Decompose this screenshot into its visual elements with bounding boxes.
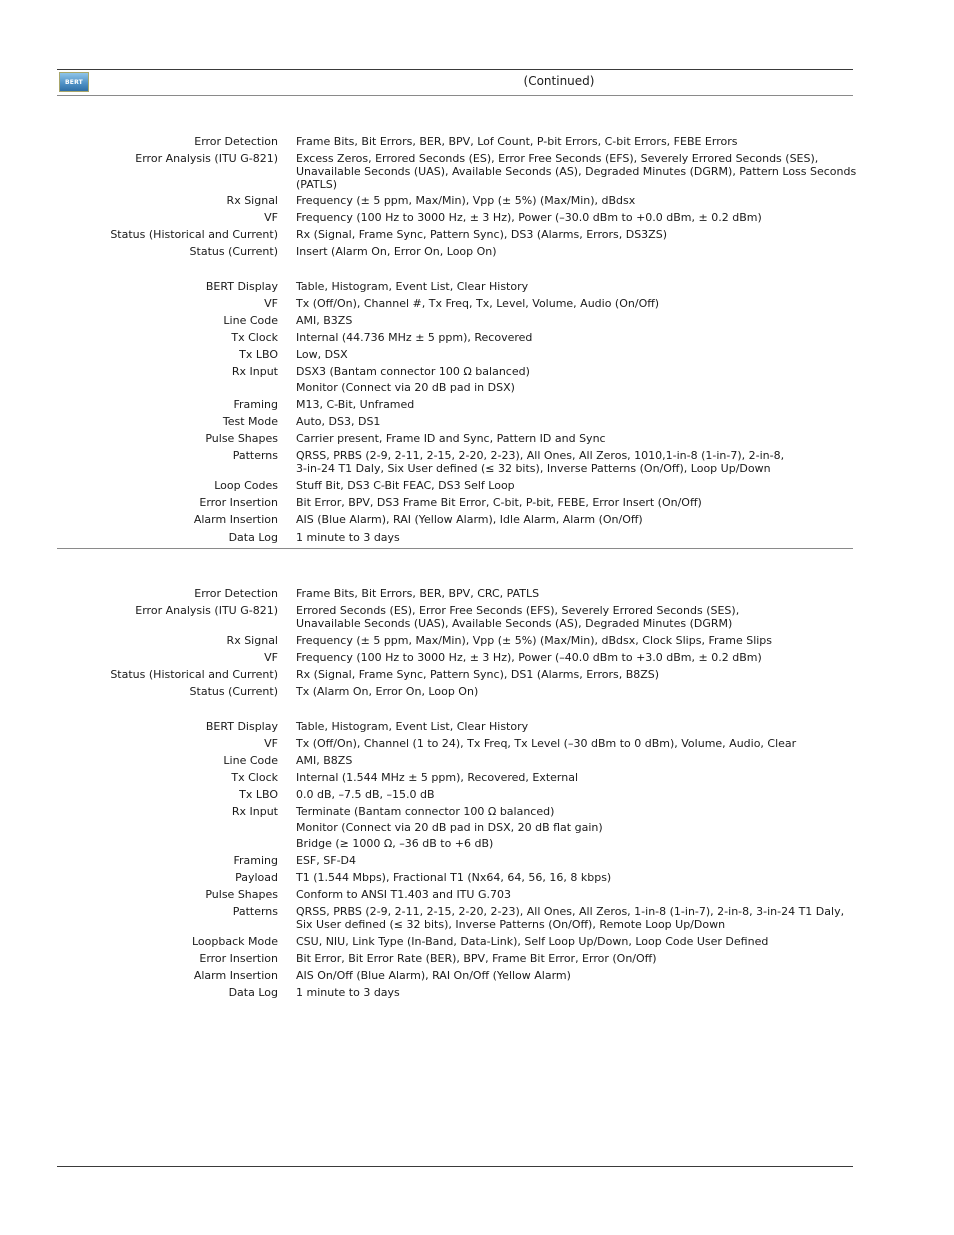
spec-value-line: 1 minute to 3 days (296, 531, 400, 544)
spec-label: Rx Input (231, 805, 278, 818)
spec-label: Status (Historical and Current) (110, 668, 278, 681)
spec-value (296, 821, 846, 834)
spec-value (296, 668, 846, 681)
spec-value (296, 365, 846, 378)
spec-value-line: Excess Zeros, Errored Seconds (ES), Error Free Seconds (EFS), Severely Errored Seconds (SES), (296, 152, 819, 165)
spec-value-line: CSU, NIU, Link Type (In-Band, Data-Link), Self Loop Up/Down, Loop Code User Defined (296, 935, 769, 948)
spec-value-line: Monitor (Connect via 20 dB pad in DSX, 20 dB flat gain) (296, 821, 603, 834)
spec-value (296, 788, 846, 801)
spec-value (296, 348, 846, 361)
spec-value (296, 245, 846, 258)
spec-value (296, 651, 846, 664)
spec-value (296, 398, 846, 411)
spec-value-line: Terminate (Bantam connector 100 Ω balanced) (296, 805, 555, 818)
spec-value-line: Frequency (100 Hz to 3000 Hz, ± 3 Hz), Power (–40.0 dBm to +3.0 dBm, ± 0.2 dBm) (296, 651, 762, 664)
spec-value-line: Internal (1.544 MHz ± 5 ppm), Recovered, External (296, 771, 579, 784)
spec-value (296, 837, 846, 850)
spec-value (296, 449, 846, 475)
section-divider (57, 548, 853, 549)
spec-value (296, 194, 846, 207)
spec-label: Alarm Insertion (193, 969, 278, 982)
spec-value-line: DSX3 (Bantam connector 100 Ω balanced) (296, 365, 530, 378)
spec-label: Data Log (228, 531, 278, 544)
spec-value-line: AIS (Blue Alarm), RAI (Yellow Alarm), Idle Alarm, Alarm (On/Off) (296, 513, 643, 526)
spec-value (296, 314, 846, 327)
spec-label: Test Mode (222, 415, 278, 428)
spec-value-line: T1 (1.544 Mbps), Fractional T1 (Nx64, 64, 56, 16, 8 kbps) (296, 871, 612, 884)
spec-value (296, 228, 846, 241)
spec-value (296, 969, 846, 982)
spec-value (296, 754, 846, 767)
spec-value (296, 805, 846, 818)
spec-value (296, 986, 846, 999)
spec-value-line: Unavailable Seconds (UAS), Available Seconds (AS), Degraded Minutes (DGRM), Pattern Loss Seconds (296, 165, 857, 178)
spec-label: VF (264, 211, 278, 224)
spec-label: Framing (233, 854, 278, 867)
spec-label: Line Code (223, 754, 278, 767)
spec-label: Loopback Mode (192, 935, 278, 948)
spec-value (296, 587, 846, 600)
spec-label: Status (Historical and Current) (110, 228, 278, 241)
spec-value-line: Auto, DS3, DS1 (296, 415, 381, 428)
continued-label: (Continued) (523, 74, 595, 88)
spec-value (296, 331, 846, 344)
logo-text: BERT (65, 78, 83, 86)
spec-value-line: ESF, SF-D4 (296, 854, 357, 867)
spec-label: Rx Signal (226, 194, 278, 207)
spec-value-line: Errored Seconds (ES), Error Free Seconds (EFS), Severely Errored Seconds (SES), (296, 604, 740, 617)
spec-value (296, 905, 846, 931)
spec-label: Error Detection (194, 135, 278, 148)
spec-label: Payload (235, 871, 278, 884)
spec-value-line: Carrier present, Frame ID and Sync, Pattern ID and Sync (296, 432, 606, 445)
spec-label: Error Insertion (199, 496, 278, 509)
spec-value (296, 737, 846, 750)
spec-value-line: Bit Error, BPV, DS3 Frame Bit Error, C-bit, P-bit, FEBE, Error Insert (On/Off) (296, 496, 702, 509)
spec-value (296, 152, 857, 191)
spec-value-line: Rx (Signal, Frame Sync, Pattern Sync), DS1 (Alarms, Errors, B8ZS) (296, 668, 660, 681)
spec-label: Loop Codes (214, 479, 278, 492)
spec-label: VF (264, 737, 278, 750)
spec-value-line: 1 minute to 3 days (296, 986, 400, 999)
spec-value (296, 381, 846, 394)
spec-value-line: (PATLS) (296, 178, 338, 191)
spec-label: Patterns (232, 905, 278, 918)
spec-value (296, 771, 846, 784)
footer-rule (57, 1166, 853, 1167)
spec-value (296, 211, 846, 224)
spec-label: Patterns (232, 449, 278, 462)
spec-value-line: Frequency (± 5 ppm, Max/Min), Vpp (± 5%) (Max/Min), dBdsx (296, 194, 636, 207)
spec-value-line: Tx (Off/On), Channel (1 to 24), Tx Freq, Tx Level (–30 dBm to 0 dBm), Volume, Audio, Clear (296, 737, 797, 750)
spec-label: Tx LBO (239, 788, 278, 801)
spec-value (296, 888, 846, 901)
spec-value (296, 432, 846, 445)
spec-value (296, 935, 846, 948)
spec-value-line: Tx (Off/On), Channel #, Tx Freq, Tx, Level, Volume, Audio (On/Off) (296, 297, 660, 310)
spec-value (296, 871, 846, 884)
spec-value-line: Frame Bits, Bit Errors, BER, BPV, CRC, PATLS (296, 587, 540, 600)
spec-label: Status (Current) (189, 685, 278, 698)
spec-value (296, 415, 846, 428)
header-top-rule (57, 69, 853, 70)
spec-value-line: Rx (Signal, Frame Sync, Pattern Sync), DS3 (Alarms, Errors, DS3ZS) (296, 228, 667, 241)
spec-value-line: Internal (44.736 MHz ± 5 ppm), Recovered (296, 331, 533, 344)
spec-value (296, 720, 846, 733)
spec-value-line: Monitor (Connect via 20 dB pad in DSX) (296, 381, 515, 394)
spec-value-line: Tx (Alarm On, Error On, Loop On) (296, 685, 479, 698)
spec-label: Error Analysis (ITU G-821) (135, 604, 278, 617)
spec-value-line: Frequency (100 Hz to 3000 Hz, ± 3 Hz), Power (–30.0 dBm to +0.0 dBm, ± 0.2 dBm) (296, 211, 762, 224)
spec-value-line: 3-in-24 T1 Daly, Six User defined (≤ 32 bits), Inverse Patterns (On/Off), Loop Up/Down (296, 462, 771, 475)
spec-value (296, 479, 846, 492)
spec-value-line: AMI, B3ZS (296, 314, 353, 327)
spec-label: Error Detection (194, 587, 278, 600)
spec-value-line: Unavailable Seconds (UAS), Available Seconds (AS), Degraded Minutes (DGRM) (296, 617, 733, 630)
spec-label: Alarm Insertion (193, 513, 278, 526)
spec-value (296, 496, 846, 509)
spec-value-line: QRSS, PRBS (2-9, 2-11, 2-15, 2-20, 2-23), All Ones, All Zeros, 1-in-8 (1-in-7), 2-in-8, 3-in-24 T1 Daly, (296, 905, 845, 918)
spec-value-line: Bridge (≥ 1000 Ω, –36 dB to +6 dB) (296, 837, 494, 850)
spec-value-line: Table, Histogram, Event List, Clear History (296, 720, 529, 733)
header-bottom-rule (57, 95, 853, 96)
spec-label: Error Insertion (199, 952, 278, 965)
spec-label: Framing (233, 398, 278, 411)
spec-label: VF (264, 297, 278, 310)
spec-label: Pulse Shapes (205, 432, 278, 445)
spec-value (296, 854, 846, 867)
spec-label: Error Analysis (ITU G-821) (135, 152, 278, 165)
spec-label: Pulse Shapes (205, 888, 278, 901)
spec-value (296, 297, 846, 310)
spec-label: Tx LBO (239, 348, 278, 361)
spec-value-line: Table, Histogram, Event List, Clear History (296, 280, 529, 293)
spec-value (296, 952, 846, 965)
spec-label: BERT Display (205, 720, 278, 733)
spec-value-line: QRSS, PRBS (2-9, 2-11, 2-15, 2-20, 2-23), All Ones, All Zeros, 1010,1-in-8 (1-in-7), 2-in-8, (296, 449, 785, 462)
spec-value-line: M13, C-Bit, Unframed (296, 398, 415, 411)
spec-value-line: AMI, B8ZS (296, 754, 353, 767)
spec-label: Tx Clock (231, 771, 278, 784)
spec-value-line: Six User defined (≤ 32 bits), Inverse Patterns (On/Off), Remote Loop Up/Down (296, 918, 726, 931)
spec-label: Rx Signal (226, 634, 278, 647)
spec-label: VF (264, 651, 278, 664)
spec-label: Line Code (223, 314, 278, 327)
spec-label: Data Log (228, 986, 278, 999)
spec-value-line: Bit Error, Bit Error Rate (BER), BPV, Frame Bit Error, Error (On/Off) (296, 952, 657, 965)
spec-value-line: Frame Bits, Bit Errors, BER, BPV, Lof Count, P-bit Errors, C-bit Errors, FEBE Errors (296, 135, 738, 148)
spec-label: Status (Current) (189, 245, 278, 258)
spec-value-line: Frequency (± 5 ppm, Max/Min), Vpp (± 5%) (Max/Min), dBdsx, Clock Slips, Frame Slips (296, 634, 773, 647)
spec-value-line: AIS On/Off (Blue Alarm), RAI On/Off (Yellow Alarm) (296, 969, 571, 982)
spec-value (296, 280, 846, 293)
spec-label: Tx Clock (231, 331, 278, 344)
spec-value (296, 135, 846, 148)
spec-value (296, 513, 846, 526)
spec-value-line: Insert (Alarm On, Error On, Loop On) (296, 245, 497, 258)
spec-value (296, 531, 846, 544)
spec-value (296, 604, 846, 630)
spec-value-line: Stuff Bit, DS3 C-Bit FEAC, DS3 Self Loop (296, 479, 515, 492)
spec-value (296, 685, 846, 698)
spec-value (296, 634, 846, 647)
spec-value-line: 0.0 dB, –7.5 dB, –15.0 dB (296, 788, 435, 801)
spec-label: BERT Display (205, 280, 278, 293)
spec-label: Rx Input (231, 365, 278, 378)
spec-value-line: Conform to ANSI T1.403 and ITU G.703 (296, 888, 511, 901)
spec-value-line: Low, DSX (296, 348, 348, 361)
